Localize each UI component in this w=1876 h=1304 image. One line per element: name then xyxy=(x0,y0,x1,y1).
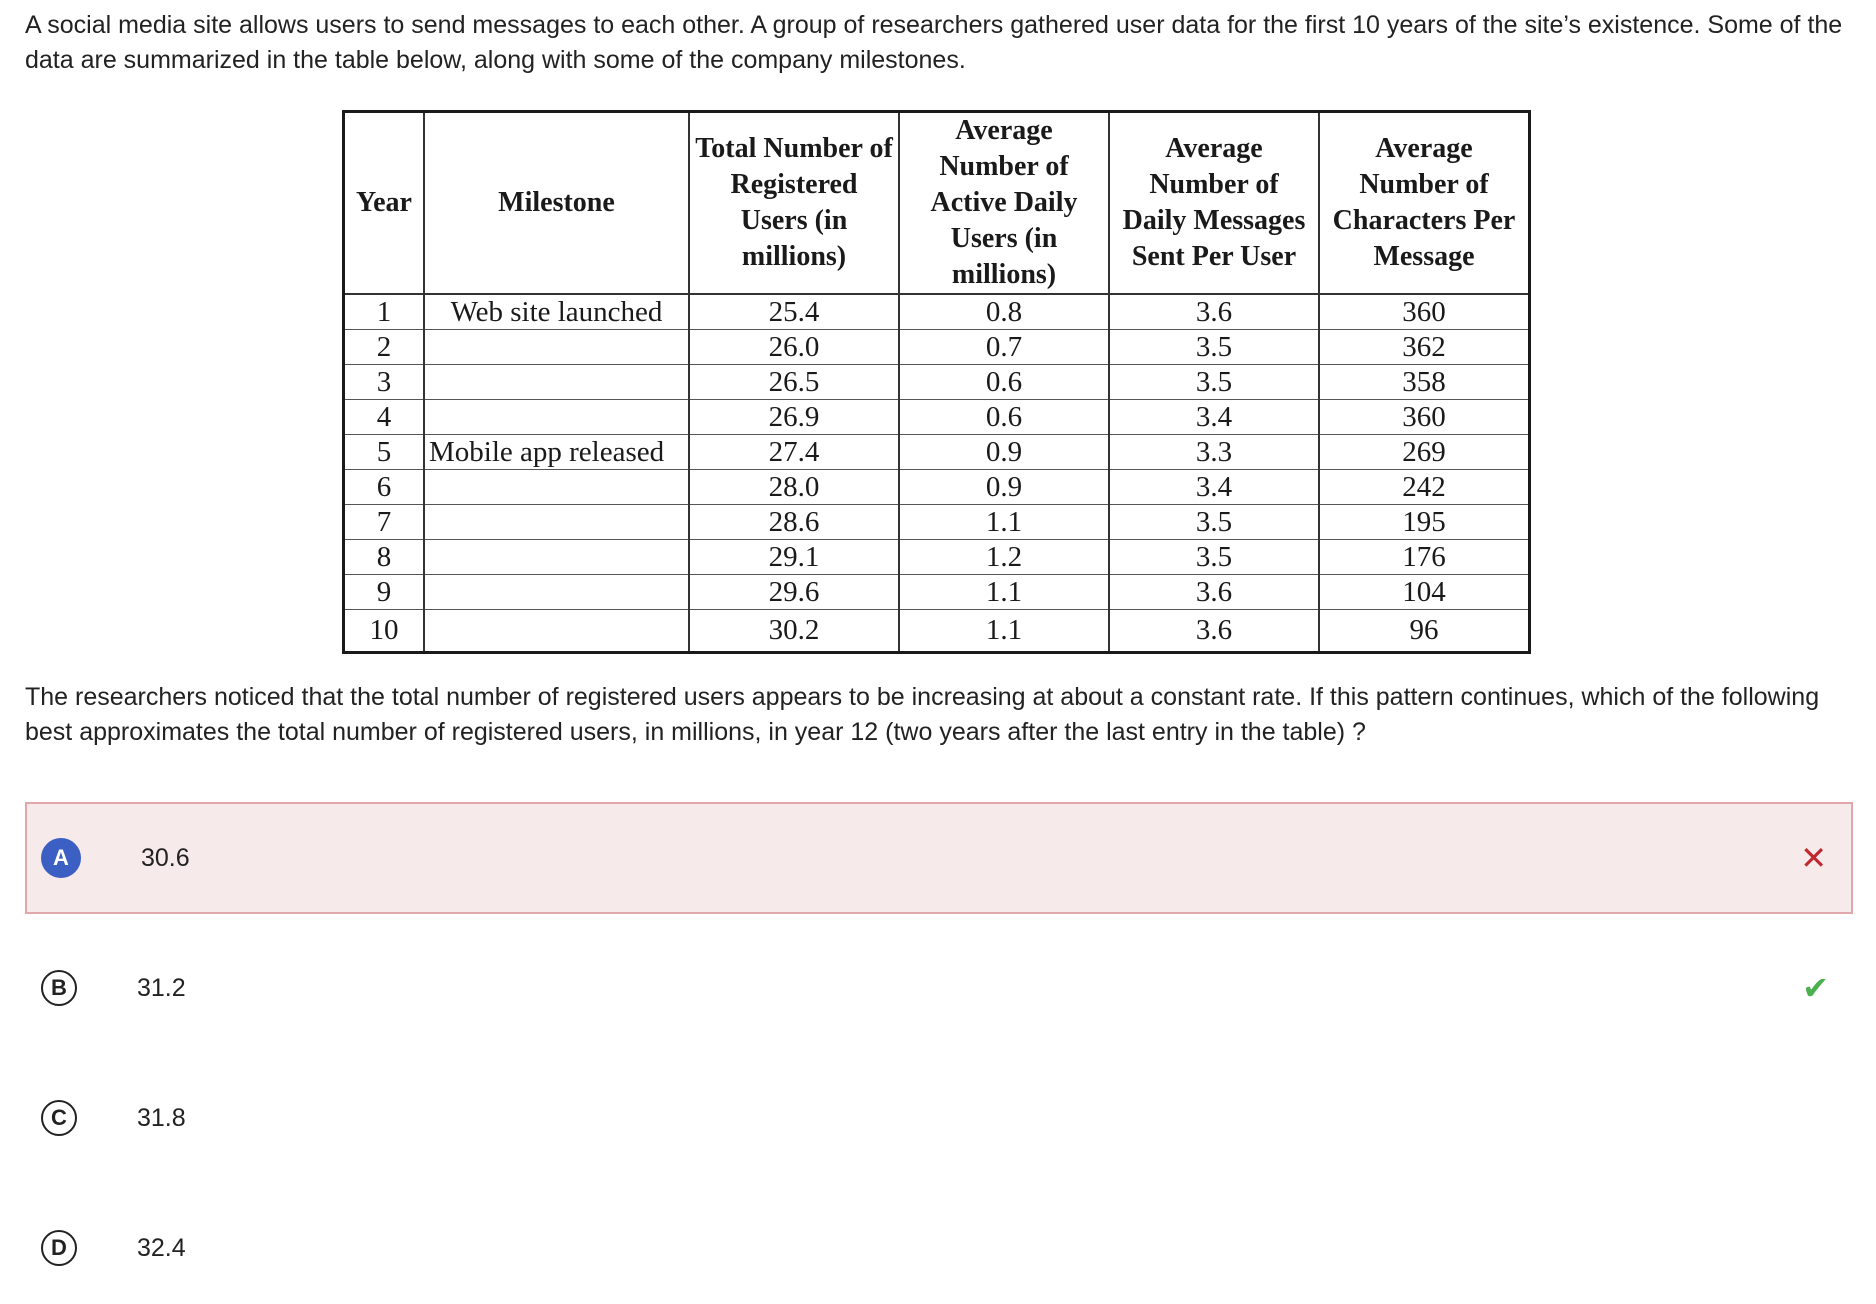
cell-messages: 3.6 xyxy=(1109,575,1319,610)
cell-total-users: 30.2 xyxy=(689,610,899,653)
table-row xyxy=(344,365,1530,400)
cell-characters: 362 xyxy=(1319,330,1530,365)
table-row xyxy=(344,435,1530,470)
cell-active-users: 0.9 xyxy=(899,470,1109,505)
cell-milestone: Web site launched xyxy=(424,294,689,330)
cell-total-users: 29.1 xyxy=(689,540,899,575)
choice-a-letter: A xyxy=(41,838,81,878)
cell-total-users: 29.6 xyxy=(689,575,899,610)
cell-milestone xyxy=(424,505,689,540)
cell-milestone xyxy=(424,365,689,400)
cell-active-users: 0.6 xyxy=(899,365,1109,400)
table-body xyxy=(344,294,1530,653)
cell-characters: 96 xyxy=(1319,610,1530,653)
choice-c[interactable] xyxy=(25,1062,1853,1174)
cell-characters: 242 xyxy=(1319,470,1530,505)
cell-characters: 358 xyxy=(1319,365,1530,400)
question-intro: A social media site allows users to send messages to each other. A group of researchers gathered user data for the first 10 years of the site’s existence. Some of the data are summarized in the table below, along with some of the company milestones. xyxy=(25,11,1843,74)
close-x-icon: ✕ xyxy=(1800,840,1827,876)
data-table-container xyxy=(342,110,1531,654)
checkmark-icon: ✔ xyxy=(1802,970,1829,1006)
cell-milestone xyxy=(424,575,689,610)
cell-messages: 3.6 xyxy=(1109,294,1319,330)
table-row xyxy=(344,330,1530,365)
table-row xyxy=(344,540,1530,575)
cell-characters: 360 xyxy=(1319,400,1530,435)
cell-total-users: 28.0 xyxy=(689,470,899,505)
cell-active-users: 0.8 xyxy=(899,294,1109,330)
cell-characters: 269 xyxy=(1319,435,1530,470)
choice-d-text: 32.4 xyxy=(137,1233,186,1262)
choice-c-text: 31.8 xyxy=(137,1103,186,1132)
table-row xyxy=(344,505,1530,540)
choice-b[interactable] xyxy=(25,932,1853,1044)
cell-total-users: 27.4 xyxy=(689,435,899,470)
choice-b-letter: B xyxy=(41,970,77,1006)
cell-year: 1 xyxy=(344,294,425,330)
cell-year: 10 xyxy=(344,610,425,653)
cell-milestone xyxy=(424,400,689,435)
cell-year: 9 xyxy=(344,575,425,610)
cell-active-users: 1.1 xyxy=(899,505,1109,540)
cell-active-users: 0.6 xyxy=(899,400,1109,435)
cell-total-users: 28.6 xyxy=(689,505,899,540)
cell-milestone xyxy=(424,330,689,365)
header-characters: Average Number of Characters Per Message xyxy=(1319,112,1530,295)
header-milestone: Milestone xyxy=(424,112,689,295)
table-row xyxy=(344,400,1530,435)
cell-messages: 3.5 xyxy=(1109,540,1319,575)
cell-milestone xyxy=(424,610,689,653)
cell-milestone: Mobile app released xyxy=(424,435,689,470)
cell-year: 6 xyxy=(344,470,425,505)
header-year: Year xyxy=(344,112,425,295)
table-row xyxy=(344,294,1530,330)
choice-d[interactable] xyxy=(25,1192,1853,1304)
data-table xyxy=(342,110,1531,654)
cell-year: 2 xyxy=(344,330,425,365)
cell-characters: 176 xyxy=(1319,540,1530,575)
cell-total-users: 26.9 xyxy=(689,400,899,435)
header-active-users: Average Number of Active Daily Users (in millions) xyxy=(899,112,1109,295)
cell-active-users: 1.2 xyxy=(899,540,1109,575)
cell-messages: 3.6 xyxy=(1109,610,1319,653)
cell-year: 3 xyxy=(344,365,425,400)
header-messages: Average Number of Daily Messages Sent Per User xyxy=(1109,112,1319,295)
cell-total-users: 25.4 xyxy=(689,294,899,330)
cell-milestone xyxy=(424,470,689,505)
choice-b-text: 31.2 xyxy=(137,973,186,1002)
table-row xyxy=(344,470,1530,505)
cell-year: 4 xyxy=(344,400,425,435)
cell-year: 7 xyxy=(344,505,425,540)
cell-total-users: 26.5 xyxy=(689,365,899,400)
cell-total-users: 26.0 xyxy=(689,330,899,365)
cell-characters: 104 xyxy=(1319,575,1530,610)
cell-characters: 195 xyxy=(1319,505,1530,540)
choice-a[interactable] xyxy=(25,802,1853,914)
cell-milestone xyxy=(424,540,689,575)
cell-messages: 3.5 xyxy=(1109,505,1319,540)
cell-active-users: 0.7 xyxy=(899,330,1109,365)
question-stem: The researchers noticed that the total number of registered users appears to be increasing at about a constant rate. If this pattern continues, which of the following best approximates the total number of registered users, in millions, in year 12 (two years after the last entry in the table) ? xyxy=(25,683,1820,746)
cell-active-users: 1.1 xyxy=(899,575,1109,610)
table-row xyxy=(344,610,1530,653)
header-total-users: Total Number of Registered Users (in millions) xyxy=(689,112,899,295)
table-row xyxy=(344,575,1530,610)
cell-messages: 3.5 xyxy=(1109,365,1319,400)
cell-messages: 3.3 xyxy=(1109,435,1319,470)
cell-messages: 3.4 xyxy=(1109,470,1319,505)
choice-d-letter: D xyxy=(41,1230,77,1266)
choice-a-text: 30.6 xyxy=(141,843,190,872)
cell-messages: 3.5 xyxy=(1109,330,1319,365)
cell-messages: 3.4 xyxy=(1109,400,1319,435)
cell-year: 8 xyxy=(344,540,425,575)
choice-c-letter: C xyxy=(41,1100,77,1136)
table-header-row xyxy=(344,112,1530,295)
cell-year: 5 xyxy=(344,435,425,470)
cell-active-users: 1.1 xyxy=(899,610,1109,653)
cell-characters: 360 xyxy=(1319,294,1530,330)
cell-active-users: 0.9 xyxy=(899,435,1109,470)
